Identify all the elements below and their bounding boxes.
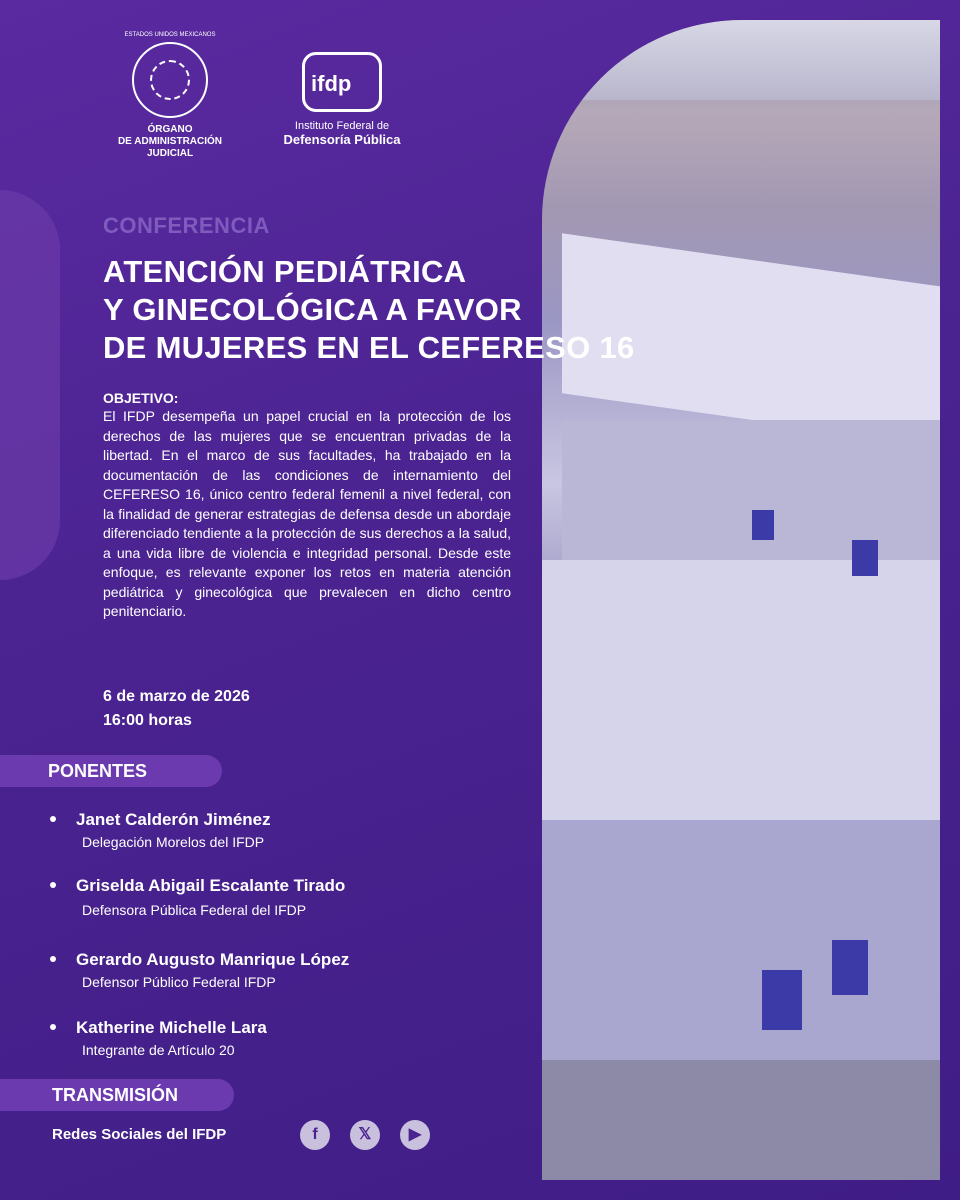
- seal-icon: ESTADOS UNIDOS MEXICANOS: [132, 42, 208, 118]
- objective-text: El IFDP desempeña un papel crucial en la protección de los derechos de las mujeres que se encuentran privadas de la libertad. En el marco de sus facultades, ha trabajado en la documentación de las condiciones de internamiento del CEFERESO 16, único centro federal femenil a nivel federal, con la finalidad de generar estrategias de defensa desde un abordaje diferenciado tendiente a la protección de sus derechos a la salud, a una vida libre de violencia e integridad personal. Desde este enfoque, es relevante exponer los retos en materia atención pediátrica y ginecológica que prevalecen en dicho centro penitenciario.: [103, 408, 511, 619]
- prison-photo: [542, 20, 940, 1180]
- organo-administracion-logo: ESTADOS UNIDOS MEXICANOS ÓRGANO DE ADMINISTRACIÓN JUDICIAL: [117, 32, 223, 159]
- event-date: 6 de marzo de 2026: [103, 688, 250, 705]
- ifdp-logo: ifdp Instituto Federal de Defensoría Pública: [272, 52, 412, 147]
- bullet-icon: [50, 1024, 56, 1030]
- objective-label: OBJETIVO:: [103, 390, 179, 406]
- page-title: ATENCIÓN PEDIÁTRICA Y GINECOLÓGICA A FAVOR DE MUJERES EN EL CEFERESO 16: [103, 254, 635, 365]
- bullet-icon: [50, 816, 56, 822]
- event-time: 16:00 horas: [103, 712, 192, 729]
- ifdp-icon: ifdp: [302, 52, 382, 112]
- x-icon[interactable]: 𝕏: [350, 1120, 380, 1150]
- youtube-icon[interactable]: ▶: [400, 1120, 430, 1150]
- social-label: Redes Sociales del IFDP: [52, 1126, 227, 1143]
- decorative-shape: [0, 190, 60, 580]
- facebook-icon[interactable]: f: [300, 1120, 330, 1150]
- event-type: CONFERENCIA: [103, 213, 270, 238]
- ponentes-header: PONENTES: [0, 755, 222, 787]
- transmision-header: TRANSMISIÓN: [0, 1079, 234, 1111]
- event-datetime: [103, 685, 250, 733]
- bullet-icon: [50, 882, 56, 888]
- bullet-icon: [50, 956, 56, 962]
